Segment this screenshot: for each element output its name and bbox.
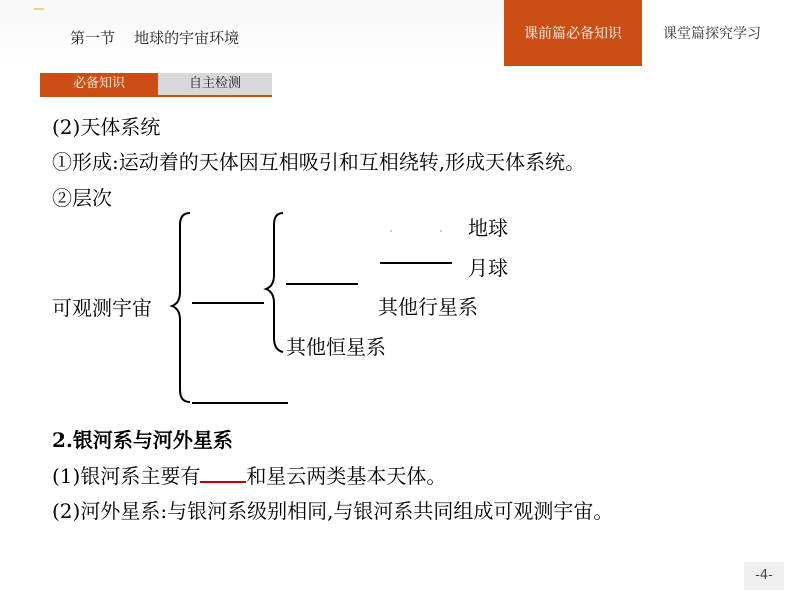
blank-galaxy [286, 283, 358, 285]
node-earth: 地球 [468, 216, 508, 240]
levels-heading: ②层次 [52, 186, 112, 210]
header-bar [0, 0, 794, 66]
faint-mark [390, 230, 450, 232]
sub-tab-self-check[interactable]: 自主检测 [158, 73, 272, 95]
outer-bracket [172, 213, 190, 402]
blank-extragalactic [192, 402, 288, 404]
node-other-planetary-systems: 其他行星系 [378, 295, 478, 319]
tab-in-class-inquiry[interactable]: 课堂篇探究学习 [663, 26, 761, 42]
node-other-stellar-systems: 其他恒星系 [286, 335, 386, 359]
blank-solar-system [380, 262, 452, 264]
sub-tab-underline [40, 95, 272, 97]
logo-mark [34, 8, 44, 10]
node-observable-universe: 可观测宇宙 [52, 296, 152, 320]
milky-way-text-before: (1)银河系主要有 [52, 464, 201, 488]
formation-text: ①形成:运动着的天体因互相吸引和互相绕转,形成天体系统。 [52, 150, 586, 174]
blank-milky-way [192, 302, 264, 304]
milky-way-text-after: 和星云两类基本天体。 [246, 464, 447, 488]
extragalactic-text: (2)河外星系:与银河系级别相同,与银河系共同组成可观测宇宙。 [52, 499, 614, 523]
heading-celestial-system: (2)天体系统 [52, 115, 161, 139]
sub-tab-essential-knowledge[interactable]: 必备知识 [40, 73, 158, 95]
inner-bracket [266, 213, 283, 352]
section2-title: 2.银河系与河外星系 [52, 428, 233, 452]
page-number: -4- [744, 562, 784, 590]
milky-way-text [52, 460, 446, 489]
node-moon: 月球 [468, 256, 508, 280]
answer-blank [200, 463, 246, 483]
tab-pre-class-knowledge[interactable]: 课前篇必备知识 [504, 0, 642, 66]
section-title: 第一节 地球的宇宙环境 [70, 29, 240, 47]
